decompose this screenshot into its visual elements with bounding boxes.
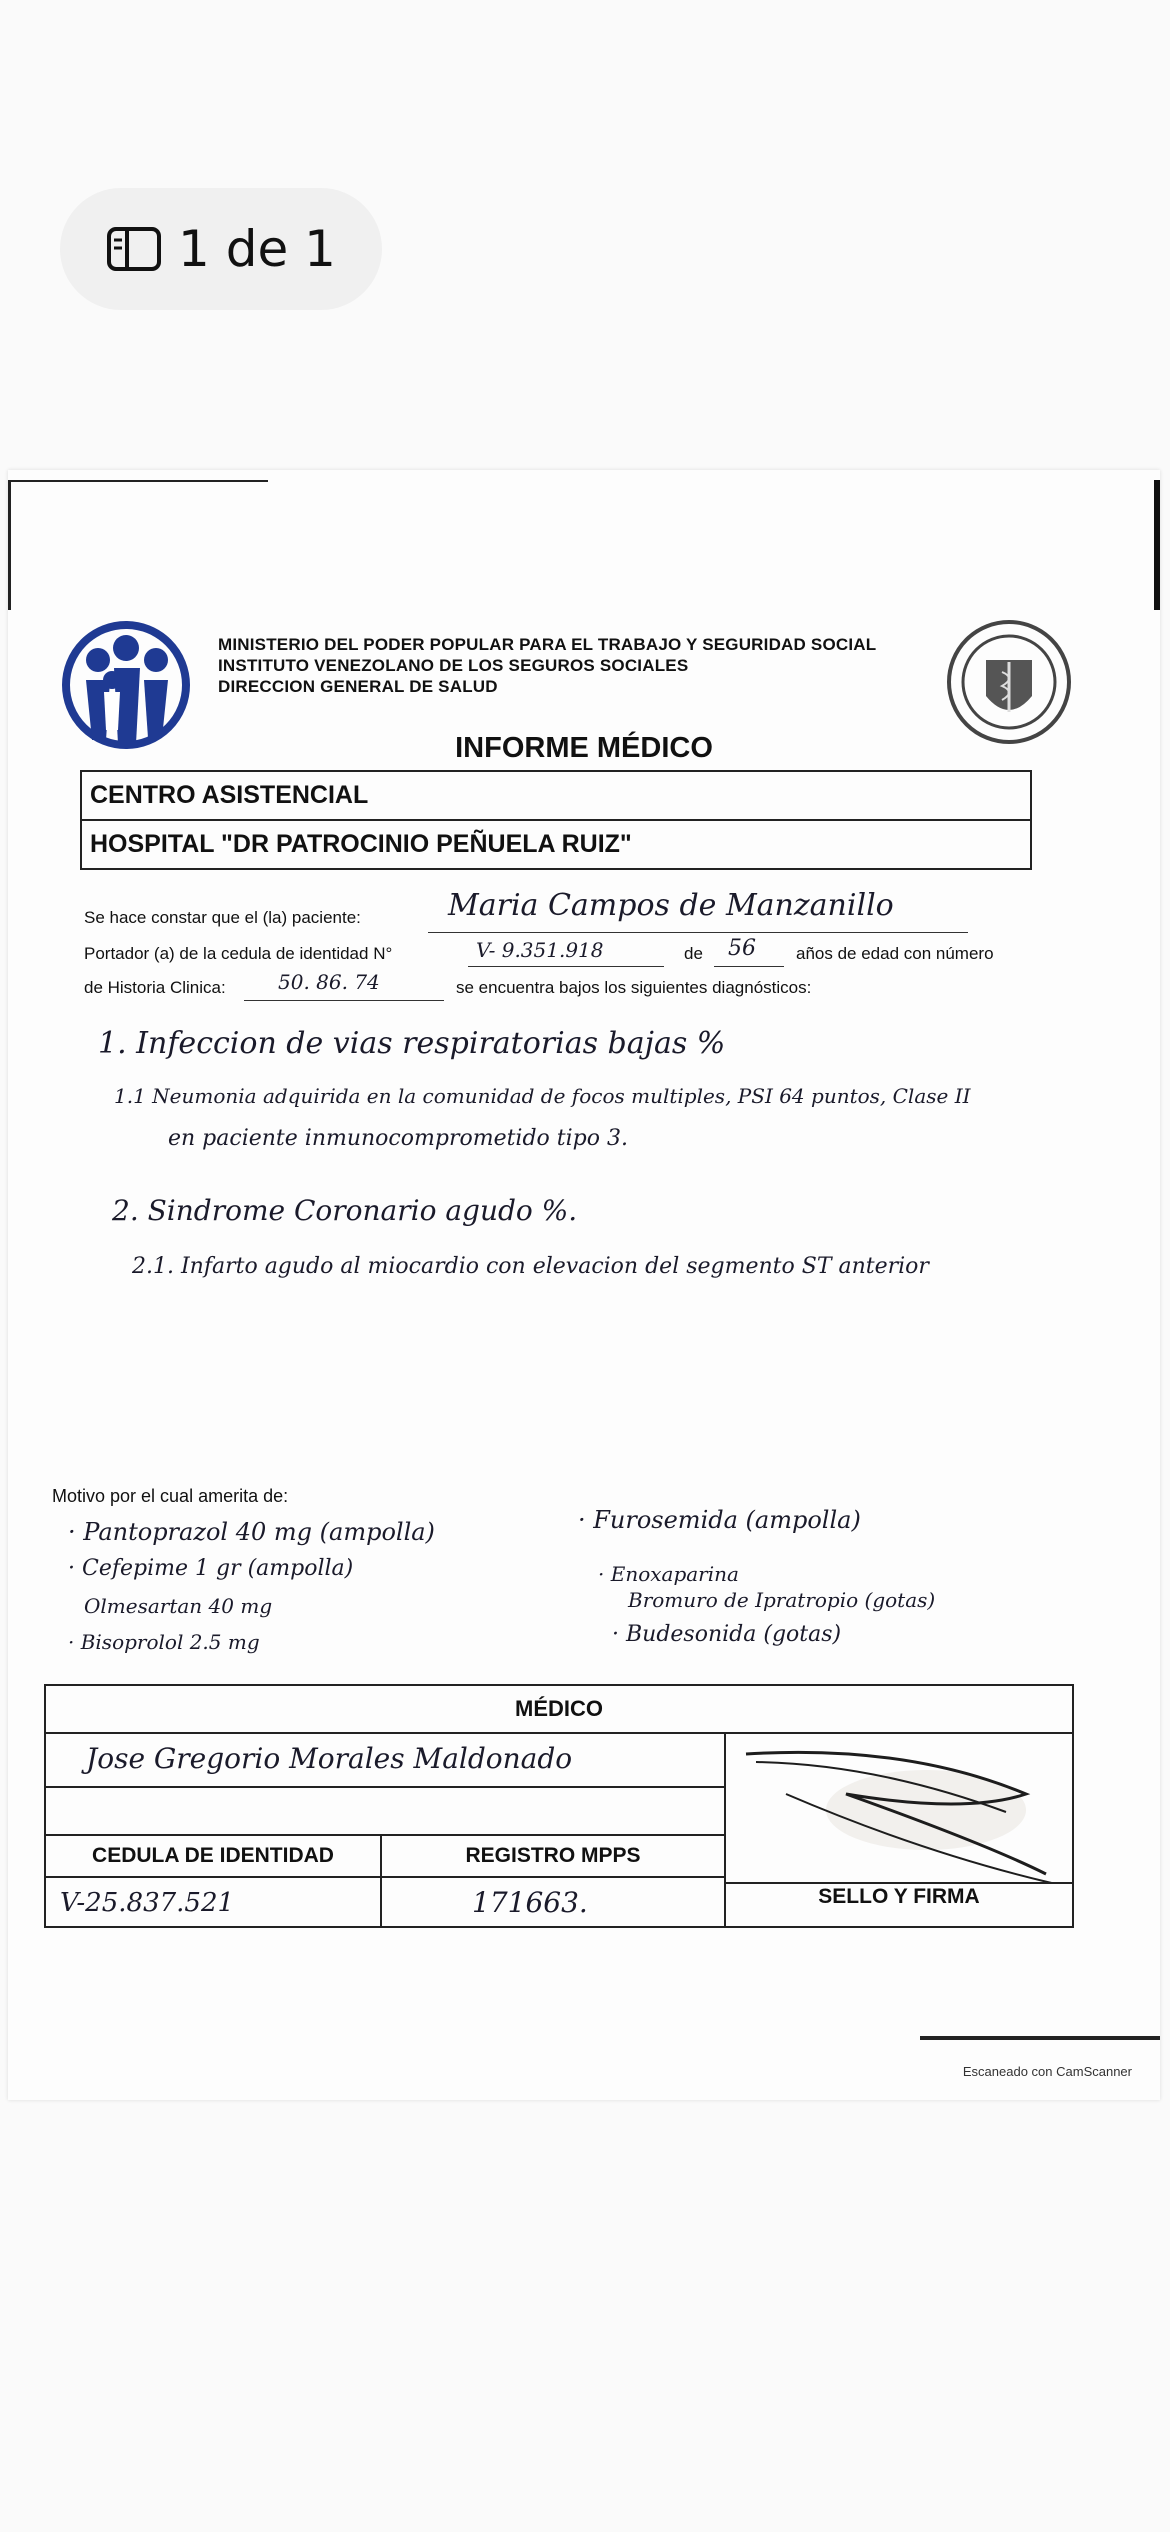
medication-item: · Budesonida (gotas) xyxy=(612,1622,842,1647)
center-box xyxy=(80,770,1032,870)
diagnosis-intro: se encuentra bajos los siguientes diagnósticos: xyxy=(456,978,812,997)
diagnosis-line: 2.1. Infarto agudo al miocardio con elevacion del segmento ST anterior xyxy=(132,1254,929,1279)
patient-age: 56 xyxy=(728,936,756,961)
underline xyxy=(714,966,784,967)
blank-cell xyxy=(46,1788,726,1836)
header-line: MINISTERIO DEL PODER POPULAR PARA EL TRABAJO Y SEGURIDAD SOCIAL xyxy=(218,635,877,654)
report-title: INFORME MÉDICO xyxy=(455,732,713,764)
doctor-registro: 171663. xyxy=(472,1886,588,1919)
medication-item: Olmesartan 40 mg xyxy=(84,1594,273,1618)
page-indicator-text: 1 de 1 xyxy=(178,220,336,278)
patient-id: V- 9.351.918 xyxy=(476,938,604,962)
underline xyxy=(244,1000,444,1001)
header-line: INSTITUTO VENEZOLANO DE LOS SEGUROS SOCIALES xyxy=(218,656,689,675)
age-prefix: de xyxy=(684,944,703,963)
book-pages-icon xyxy=(106,226,162,272)
doctor-cedula: V-25.837.521 xyxy=(60,1888,235,1918)
scanned-document xyxy=(8,470,1160,2100)
underline xyxy=(468,966,664,967)
id-label: Portador (a) de la cedula de identidad N° xyxy=(84,944,393,963)
medication-item: · Pantoprazol 40 mg (ampolla) xyxy=(68,1518,435,1546)
medication-item: · Furosemida (ampolla) xyxy=(578,1506,861,1534)
scan-edge xyxy=(920,2036,1160,2040)
diagnosis-line: en paciente inmunocomprometido tipo 3. xyxy=(168,1126,628,1151)
ministry-header xyxy=(218,634,978,697)
medical-seal-icon xyxy=(944,612,1074,752)
history-label: de Historia Clinica: xyxy=(84,978,226,997)
header-line: DIRECCION GENERAL DE SALUD xyxy=(218,677,498,696)
sello-firma-label: SELLO Y FIRMA xyxy=(818,1885,980,1908)
medication-item: Bromuro de Ipratropio (gotas) xyxy=(628,1588,936,1612)
diagnosis-line: 1.1 Neumonia adquirida en la comunidad de focos multiples, PSI 64 puntos, Clase II xyxy=(114,1084,971,1108)
medication-item: · Enoxaparina xyxy=(598,1562,739,1586)
center-label: CENTRO ASISTENCIAL xyxy=(90,781,369,809)
age-suffix: años de edad con número xyxy=(796,944,994,963)
ivss-logo-icon xyxy=(56,620,196,750)
doctor-name: Jose Gregorio Morales Maldonado xyxy=(86,1742,573,1775)
registro-label: REGISTRO MPPS xyxy=(382,1836,726,1878)
medication-item: · Bisoprolol 2.5 mg xyxy=(68,1630,260,1654)
signature-area xyxy=(726,1734,1072,1884)
medico-table xyxy=(44,1684,1074,1928)
underline xyxy=(428,932,968,933)
cedula-cell xyxy=(46,1878,382,1926)
page-indicator[interactable] xyxy=(60,188,382,310)
history-number: 50. 86. 74 xyxy=(278,970,380,994)
medico-header: MÉDICO xyxy=(46,1686,1072,1734)
medication-item: · Cefepime 1 gr (ampolla) xyxy=(68,1556,354,1581)
scan-edge xyxy=(8,480,268,482)
patient-name: Maria Campos de Manzanillo xyxy=(448,888,894,923)
patient-label: Se hace constar que el (la) paciente: xyxy=(84,908,361,927)
scan-edge xyxy=(1154,480,1160,610)
diagnosis-line: 1. Infeccion de vias respiratorias bajas % xyxy=(98,1026,726,1061)
diagnosis-line: 2. Sindrome Coronario agudo %. xyxy=(112,1194,578,1227)
motivo-label: Motivo por el cual amerita de: xyxy=(52,1486,289,1506)
scan-edge xyxy=(8,480,11,610)
scanner-note: Escaneado con CamScanner xyxy=(962,2064,1132,2079)
doctor-name-cell xyxy=(46,1734,726,1788)
hospital-name: HOSPITAL "DR PATROCINIO PEÑUELA RUIZ" xyxy=(82,819,1030,868)
cedula-label: CEDULA DE IDENTIDAD xyxy=(46,1836,382,1878)
registro-cell xyxy=(382,1878,726,1926)
signature-scribble-icon xyxy=(726,1734,1072,1882)
